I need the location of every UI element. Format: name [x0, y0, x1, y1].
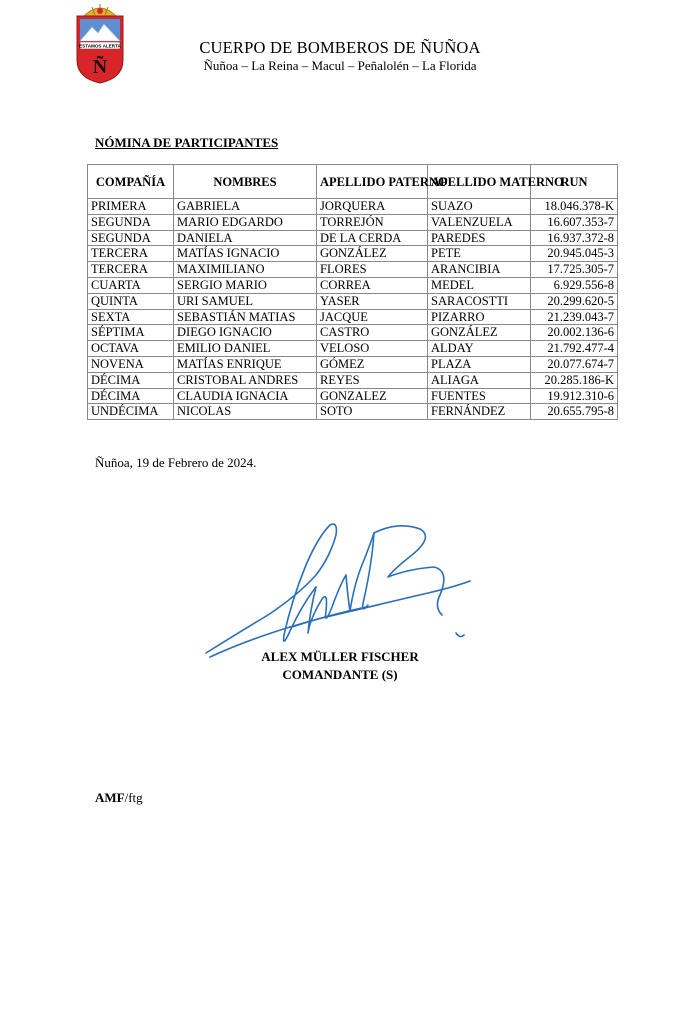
column-header-company: COMPAÑÍA	[88, 165, 174, 199]
cell-company: SEGUNDA	[88, 214, 174, 230]
cell-run: 20.285.186-K	[531, 372, 618, 388]
cell-names: MATÍAS IGNACIO	[174, 246, 317, 262]
table-row	[88, 372, 618, 388]
cell-names: MATÍAS ENRIQUE	[174, 356, 317, 372]
cell-paternal-surname: GONZALEZ	[317, 388, 428, 404]
cell-paternal-surname: JORQUERA	[317, 199, 428, 215]
cell-names: MARIO EDGARDO	[174, 214, 317, 230]
cell-run: 17.725.305-7	[531, 262, 618, 278]
table-row	[88, 356, 618, 372]
cell-company: PRIMERA	[88, 199, 174, 215]
cell-paternal-surname: DE LA CERDA	[317, 230, 428, 246]
column-header-run: RUN	[531, 165, 618, 199]
signer-block	[150, 648, 530, 684]
cell-paternal-surname: JACQUE	[317, 309, 428, 325]
table-row	[88, 325, 618, 341]
cell-run: 20.077.674-7	[531, 356, 618, 372]
cell-run: 16.937.372-8	[531, 230, 618, 246]
cell-company: UNDÉCIMA	[88, 404, 174, 420]
cell-run: 20.002.136-6	[531, 325, 618, 341]
letterhead	[150, 38, 530, 73]
list-title: NÓMINA DE PARTICIPANTES	[95, 135, 279, 150]
cell-run: 19.912.310-6	[531, 388, 618, 404]
cell-paternal-surname: CASTRO	[317, 325, 428, 341]
cell-maternal-surname: SARACOSTTI	[428, 293, 531, 309]
table-row	[88, 277, 618, 293]
table-row	[88, 341, 618, 357]
column-header-maternal-surname: APELLIDO MATERNO	[428, 165, 531, 199]
cell-paternal-surname: CORREA	[317, 277, 428, 293]
cell-run: 18.046.378-K	[531, 199, 618, 215]
table-row	[88, 309, 618, 325]
cell-maternal-surname: VALENZUELA	[428, 214, 531, 230]
cell-maternal-surname: FUENTES	[428, 388, 531, 404]
cell-maternal-surname: MEDEL	[428, 277, 531, 293]
table-row	[88, 230, 618, 246]
cell-paternal-surname: VELOSO	[317, 341, 428, 357]
cell-paternal-surname: YASER	[317, 293, 428, 309]
logo-motto: ESTAMOS ALERTA	[79, 43, 121, 49]
author-initials: AMF	[95, 790, 125, 805]
cell-company: OCTAVA	[88, 341, 174, 357]
cell-maternal-surname: PETE	[428, 246, 531, 262]
cell-company: DÉCIMA	[88, 388, 174, 404]
cell-maternal-surname: ALIAGA	[428, 372, 531, 388]
organization-name: CUERPO DE BOMBEROS DE ÑUÑOA	[199, 38, 481, 57]
table-row	[88, 388, 618, 404]
table-body	[88, 199, 618, 420]
cell-run: 16.607.353-7	[531, 214, 618, 230]
fire-department-shield-logo	[74, 2, 126, 84]
cell-run: 21.239.043-7	[531, 309, 618, 325]
cell-names: EMILIO DANIEL	[174, 341, 317, 357]
cell-names: GABRIELA	[174, 199, 317, 215]
cell-names: MAXIMILIANO	[174, 262, 317, 278]
cell-company: CUARTA	[88, 277, 174, 293]
table-row	[88, 404, 618, 420]
cell-paternal-surname: FLORES	[317, 262, 428, 278]
signer-title: COMANDANTE (S)	[282, 667, 398, 682]
reference-initials	[95, 790, 143, 806]
typist-initials: /ftg	[124, 790, 143, 805]
table-row	[88, 262, 618, 278]
cell-company: TERCERA	[88, 262, 174, 278]
cell-company: SEXTA	[88, 309, 174, 325]
cell-run: 21.792.477-4	[531, 341, 618, 357]
cell-names: CLAUDIA IGNACIA	[174, 388, 317, 404]
table-row	[88, 246, 618, 262]
logo-letter: Ñ	[92, 56, 108, 78]
column-header-paternal-surname: APELLIDO PATERNO	[317, 165, 428, 199]
cell-maternal-surname: SUAZO	[428, 199, 531, 215]
date-line: Ñuñoa, 19 de Febrero de 2024.	[95, 455, 257, 470]
cell-run: 20.945.045-3	[531, 246, 618, 262]
cell-maternal-surname: FERNÁNDEZ	[428, 404, 531, 420]
cell-run: 6.929.556-8	[531, 277, 618, 293]
cell-names: NICOLAS	[174, 404, 317, 420]
table-row	[88, 214, 618, 230]
cell-paternal-surname: REYES	[317, 372, 428, 388]
cell-names: SEBASTIÁN MATIAS	[174, 309, 317, 325]
cell-company: DÉCIMA	[88, 372, 174, 388]
signer-name: ALEX MÜLLER FISCHER	[261, 649, 419, 664]
cell-names: CRISTOBAL ANDRES	[174, 372, 317, 388]
cell-company: TERCERA	[88, 246, 174, 262]
cell-names: DANIELA	[174, 230, 317, 246]
cell-company: SÉPTIMA	[88, 325, 174, 341]
crest-icon	[84, 4, 116, 16]
cell-maternal-surname: PAREDES	[428, 230, 531, 246]
cell-company: QUINTA	[88, 293, 174, 309]
cell-maternal-surname: ALDAY	[428, 341, 531, 357]
participants-table	[87, 164, 618, 420]
cell-maternal-surname: ARANCIBIA	[428, 262, 531, 278]
cell-paternal-surname: GONZÁLEZ	[317, 246, 428, 262]
cell-run: 20.655.795-8	[531, 404, 618, 420]
cell-run: 20.299.620-5	[531, 293, 618, 309]
table-row	[88, 199, 618, 215]
cell-paternal-surname: GÓMEZ	[317, 356, 428, 372]
cell-paternal-surname: TORREJÓN	[317, 214, 428, 230]
cell-maternal-surname: PIZARRO	[428, 309, 531, 325]
cell-paternal-surname: SOTO	[317, 404, 428, 420]
table-header-row	[88, 165, 618, 199]
cell-maternal-surname: GONZÁLEZ	[428, 325, 531, 341]
cell-names: SERGIO MARIO	[174, 277, 317, 293]
column-header-names: NOMBRES	[174, 165, 317, 199]
cell-company: NOVENA	[88, 356, 174, 372]
cell-company: SEGUNDA	[88, 230, 174, 246]
cell-maternal-surname: PLAZA	[428, 356, 531, 372]
handwritten-signature	[198, 515, 478, 670]
organization-subtitle: Ñuñoa – La Reina – Macul – Peñalolén – La Florida	[203, 58, 477, 73]
cell-names: DIEGO IGNACIO	[174, 325, 317, 341]
table-row	[88, 293, 618, 309]
cell-names: URI SAMUEL	[174, 293, 317, 309]
